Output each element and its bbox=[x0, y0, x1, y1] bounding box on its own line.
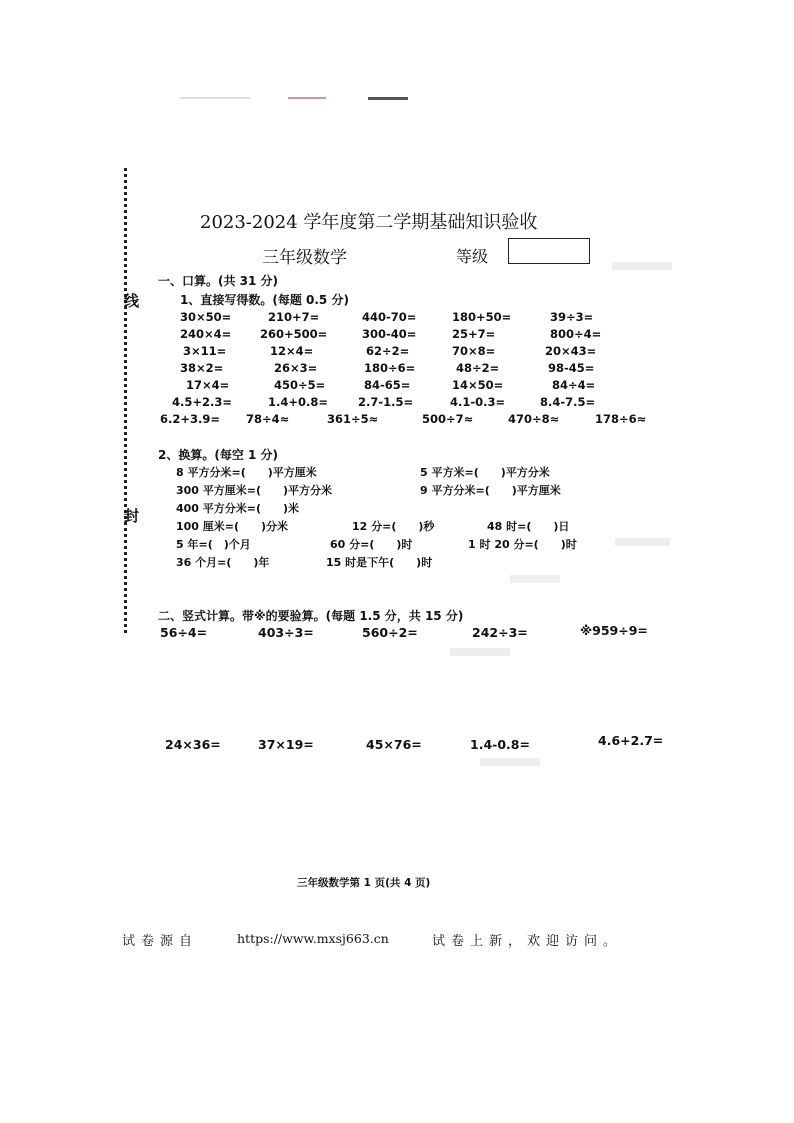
section2-heading: 二、竖式计算。带※的要验算。(每题 1.5 分，共 15 分) bbox=[158, 609, 464, 623]
page-footer: 三年级数学第 1 页(共 4 页) bbox=[297, 877, 431, 889]
problem: 4.1-0.3= bbox=[450, 395, 506, 409]
scan-mark bbox=[368, 97, 408, 100]
vertical-problem: 24×36= bbox=[165, 737, 221, 752]
problem: 62÷2= bbox=[366, 344, 410, 358]
side-mark-line: 线 bbox=[124, 292, 140, 310]
conversion-item: 36 个月=( )年 bbox=[176, 556, 270, 569]
vertical-problem: 45×76= bbox=[366, 737, 422, 752]
problem: 38×2= bbox=[180, 361, 224, 375]
problem: 180÷6= bbox=[364, 361, 416, 375]
problem: 20×43= bbox=[545, 344, 597, 358]
vertical-problem: 560÷2= bbox=[362, 625, 418, 640]
problem: 26×3= bbox=[274, 361, 318, 375]
vertical-problem: 1.4-0.8= bbox=[470, 737, 530, 752]
conversion-item: 9 平方分米=( )平方厘米 bbox=[420, 484, 561, 497]
problem: 17×4= bbox=[186, 378, 230, 392]
problem: 240×4= bbox=[180, 327, 232, 341]
problem: 500÷7≈ bbox=[422, 412, 474, 426]
vertical-problem: 37×19= bbox=[258, 737, 314, 752]
conversion-item: 300 平方厘米=( )平方分米 bbox=[176, 484, 333, 497]
vertical-problem: 403÷3= bbox=[258, 625, 314, 640]
source-url[interactable]: https://www.mxsj663.cn bbox=[237, 931, 389, 946]
vertical-problem: 4.6+2.7= bbox=[598, 733, 664, 748]
problem: 180+50= bbox=[452, 310, 512, 324]
problem: 260+500= bbox=[260, 327, 328, 341]
section1-heading: 一、口算。(共 31 分) bbox=[158, 274, 279, 288]
problem: 3×11= bbox=[183, 344, 227, 358]
problem: 39÷3= bbox=[550, 310, 594, 324]
conversion-item: 5 平方米=( )平方分米 bbox=[420, 466, 550, 479]
conversion-item: 12 分=( )秒 bbox=[352, 520, 435, 533]
part2-heading: 2、换算。(每空 1 分) bbox=[158, 448, 279, 462]
problem: 178÷6≈ bbox=[595, 412, 647, 426]
bleed-through-mark bbox=[480, 758, 540, 766]
problem: 2.7-1.5= bbox=[358, 395, 414, 409]
bleed-through-mark bbox=[615, 538, 670, 546]
problem: 78÷4≈ bbox=[246, 412, 290, 426]
problem: 210+7= bbox=[268, 310, 320, 324]
conversion-item: 48 时=( )日 bbox=[487, 520, 570, 533]
scan-mark bbox=[180, 97, 250, 99]
problem: 70×8= bbox=[452, 344, 496, 358]
conversion-item: 1 时 20 分=( )时 bbox=[468, 538, 577, 551]
problem: 4.5+2.3= bbox=[172, 395, 233, 409]
problem: 470÷8≈ bbox=[508, 412, 560, 426]
grade-subject: 三年级数学 bbox=[262, 248, 347, 268]
problem: 361÷5≈ bbox=[327, 412, 379, 426]
problem: 84-65= bbox=[364, 378, 411, 392]
bleed-through-mark bbox=[612, 262, 672, 270]
problem: 1.4+0.8= bbox=[268, 395, 329, 409]
problem: 8.4-7.5= bbox=[540, 395, 596, 409]
problem: 450÷5= bbox=[274, 378, 326, 392]
source-note-left: 试卷源自 bbox=[122, 934, 199, 949]
conversion-item: 15 时是下午( )时 bbox=[326, 556, 433, 569]
bleed-through-mark bbox=[450, 648, 510, 656]
problem: 12×4= bbox=[270, 344, 314, 358]
problem: 14×50= bbox=[452, 378, 504, 392]
conversion-item: 100 厘米=( )分米 bbox=[176, 520, 289, 533]
exam-title: 2023-2024 学年度第二学期基础知识验收 bbox=[200, 212, 538, 233]
source-note-right: 试卷上新，欢迎访问。 bbox=[432, 934, 623, 949]
binding-dotted-line bbox=[124, 168, 127, 633]
problem: 6.2+3.9= bbox=[160, 412, 221, 426]
conversion-item: 60 分=( )时 bbox=[330, 538, 413, 551]
side-mark-seal: 封 bbox=[124, 507, 140, 525]
level-label: 等级 bbox=[456, 247, 489, 266]
problem: 84÷4= bbox=[552, 378, 596, 392]
conversion-item: 400 平方分米=( )米 bbox=[176, 502, 300, 515]
problem: 800÷4= bbox=[550, 327, 602, 341]
problem: 25+7= bbox=[452, 327, 496, 341]
vertical-problem: ※959÷9= bbox=[580, 623, 648, 638]
level-box bbox=[508, 238, 590, 264]
problem: 48÷2= bbox=[456, 361, 500, 375]
part1-heading: 1、直接写得数。(每题 0.5 分) bbox=[180, 293, 349, 307]
scan-mark bbox=[288, 97, 326, 99]
problem: 300-40= bbox=[362, 327, 417, 341]
conversion-item: 5 年=( )个月 bbox=[176, 538, 251, 551]
problem: 440-70= bbox=[362, 310, 417, 324]
conversion-item: 8 平方分米=( )平方厘米 bbox=[176, 466, 317, 479]
problem: 30×50= bbox=[180, 310, 232, 324]
problem: 98-45= bbox=[548, 361, 595, 375]
vertical-problem: 56÷4= bbox=[160, 625, 208, 640]
vertical-problem: 242÷3= bbox=[472, 625, 528, 640]
bleed-through-mark bbox=[510, 575, 560, 583]
